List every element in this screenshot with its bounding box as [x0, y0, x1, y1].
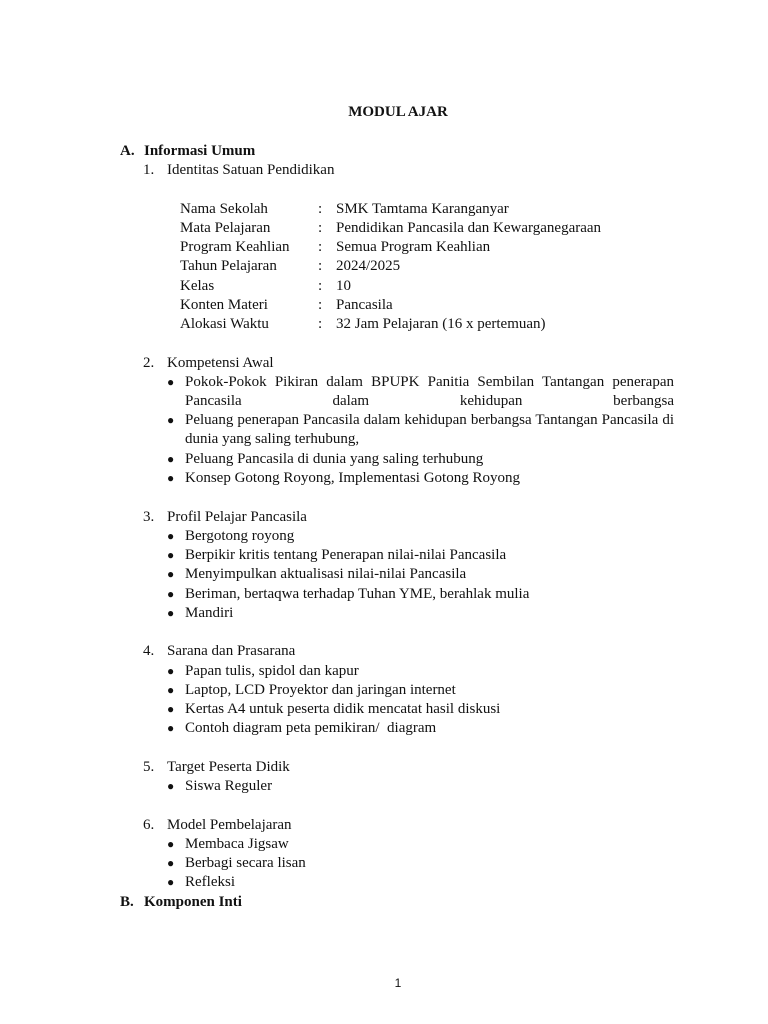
identitas-key: Mata Pelajaran [180, 220, 271, 236]
identitas-colon: : [318, 220, 323, 236]
section-b-letter: B. [120, 894, 134, 910]
section-number: 6. [143, 817, 155, 833]
identitas-value: 32 Jam Pelajaran (16 x pertemuan) [336, 316, 546, 332]
document-title: MODUL AJAR [348, 104, 448, 120]
list-item [167, 527, 674, 546]
list-item-text: Bergotong royong [185, 528, 295, 544]
identitas-title: Identitas Satuan Pendidikan [167, 162, 335, 178]
section-number: 4. [143, 643, 155, 659]
identitas-key: Kelas [180, 278, 215, 294]
identitas-colon: : [318, 258, 323, 274]
identitas-value: 10 [336, 278, 351, 294]
section-a-letter: A. [120, 143, 135, 159]
list-item [167, 469, 674, 488]
identitas-value: Semua Program Keahlian [336, 239, 491, 255]
list-item [167, 719, 674, 738]
list-item [167, 546, 674, 565]
list-item-text: Konsep Gotong Royong, Implementasi Gotong Royong [185, 470, 520, 486]
list-item [167, 835, 674, 854]
page-number: 1 [394, 976, 402, 990]
identitas-colon: : [318, 201, 323, 217]
section-title: Sarana dan Prasarana [167, 643, 296, 659]
list-item [167, 411, 674, 449]
section-b-title: Komponen Inti [144, 894, 242, 910]
identitas-key: Tahun Pelajaran [180, 258, 277, 274]
list-item [167, 450, 674, 469]
identitas-key: Nama Sekolah [180, 201, 268, 217]
identitas-key: Program Keahlian [180, 239, 290, 255]
bullet-icon: ● [167, 452, 175, 466]
list-item [167, 854, 674, 873]
bullet-icon: ● [167, 587, 175, 601]
identitas-value: Pendidikan Pancasila dan Kewarganegaraan [336, 220, 602, 236]
bullet-icon: ● [167, 375, 175, 389]
list-item-text: Membaca Jigsaw [185, 836, 289, 852]
list-item [167, 873, 674, 892]
bullet-icon: ● [167, 875, 175, 889]
section-title: Target Peserta Didik [167, 759, 290, 775]
list-item-text: Siswa Reguler [185, 778, 273, 794]
list-item-text: Menyimpulkan aktualisasi nilai-nilai Pancasila [185, 566, 467, 582]
bullet-icon: ● [167, 856, 175, 870]
list-item-text: Peluang Pancasila di dunia yang saling terhubung [185, 451, 484, 467]
identitas-value: SMK Tamtama Karanganyar [336, 201, 509, 217]
list-item-text: Pokok-Pokok Pikiran dalam BPUPK Panitia Sembilan Tantangan penerapan Pancasila dalam kehidupan berbangsa [185, 374, 674, 410]
identitas-colon: : [318, 297, 323, 313]
bullet-icon: ● [167, 567, 175, 581]
list-item [167, 604, 674, 623]
section-number: 3. [143, 509, 155, 525]
bullet-icon: ● [167, 529, 175, 543]
list-item-text: Laptop, LCD Proyektor dan jaringan internet [185, 682, 456, 698]
list-item [167, 681, 674, 700]
list-item-text: Contoh diagram peta pemikiran/ diagram [185, 720, 437, 736]
section-title: Kompetensi Awal [167, 355, 274, 371]
list-item-text: Refleksi [185, 874, 235, 890]
list-item [167, 565, 674, 584]
identitas-colon: : [318, 278, 323, 294]
identitas-colon: : [318, 316, 323, 332]
bullet-icon: ● [167, 702, 175, 716]
bullet-icon: ● [167, 606, 175, 620]
bullet-icon: ● [167, 664, 175, 678]
identitas-number: 1. [143, 162, 155, 178]
list-item-text: Peluang penerapan Pancasila dalam kehidupan berbangsa Tantangan Pancasila di dunia yang saling terhubung, [185, 412, 674, 448]
section-title: Profil Pelajar Pancasila [167, 509, 307, 525]
list-item [167, 662, 674, 681]
identitas-value: Pancasila [336, 297, 393, 313]
section-title: Model Pembelajaran [167, 817, 292, 833]
identitas-key: Konten Materi [180, 297, 268, 313]
list-item-text: Papan tulis, spidol dan kapur [185, 663, 359, 679]
list-item [167, 373, 674, 411]
list-item-text: Beriman, bertaqwa terhadap Tuhan YME, berahlak mulia [185, 586, 530, 602]
identitas-value: 2024/2025 [336, 258, 401, 274]
list-item [167, 585, 674, 604]
section-b-heading [120, 893, 242, 912]
identitas-key: Alokasi Waktu [180, 316, 269, 332]
bullet-icon: ● [167, 413, 175, 427]
section-a-title: Informasi Umum [144, 143, 256, 159]
list-item-text: Berbagi secara lisan [185, 855, 306, 871]
bullet-icon: ● [167, 548, 175, 562]
identitas-colon: : [318, 239, 323, 255]
bullet-icon: ● [167, 721, 175, 735]
list-item [167, 777, 674, 796]
section-number: 2. [143, 355, 155, 371]
bullet-icon: ● [167, 779, 175, 793]
bullet-icon: ● [167, 471, 175, 485]
list-item-text: Kertas A4 untuk peserta didik mencatat hasil diskusi [185, 701, 501, 717]
list-item [167, 700, 674, 719]
bullet-icon: ● [167, 837, 175, 851]
section-number: 5. [143, 759, 155, 775]
bullet-icon: ● [167, 683, 175, 697]
list-item-text: Berpikir kritis tentang Penerapan nilai-nilai Pancasila [185, 547, 507, 563]
list-item-text: Mandiri [185, 605, 234, 621]
section-a-heading [120, 142, 255, 161]
